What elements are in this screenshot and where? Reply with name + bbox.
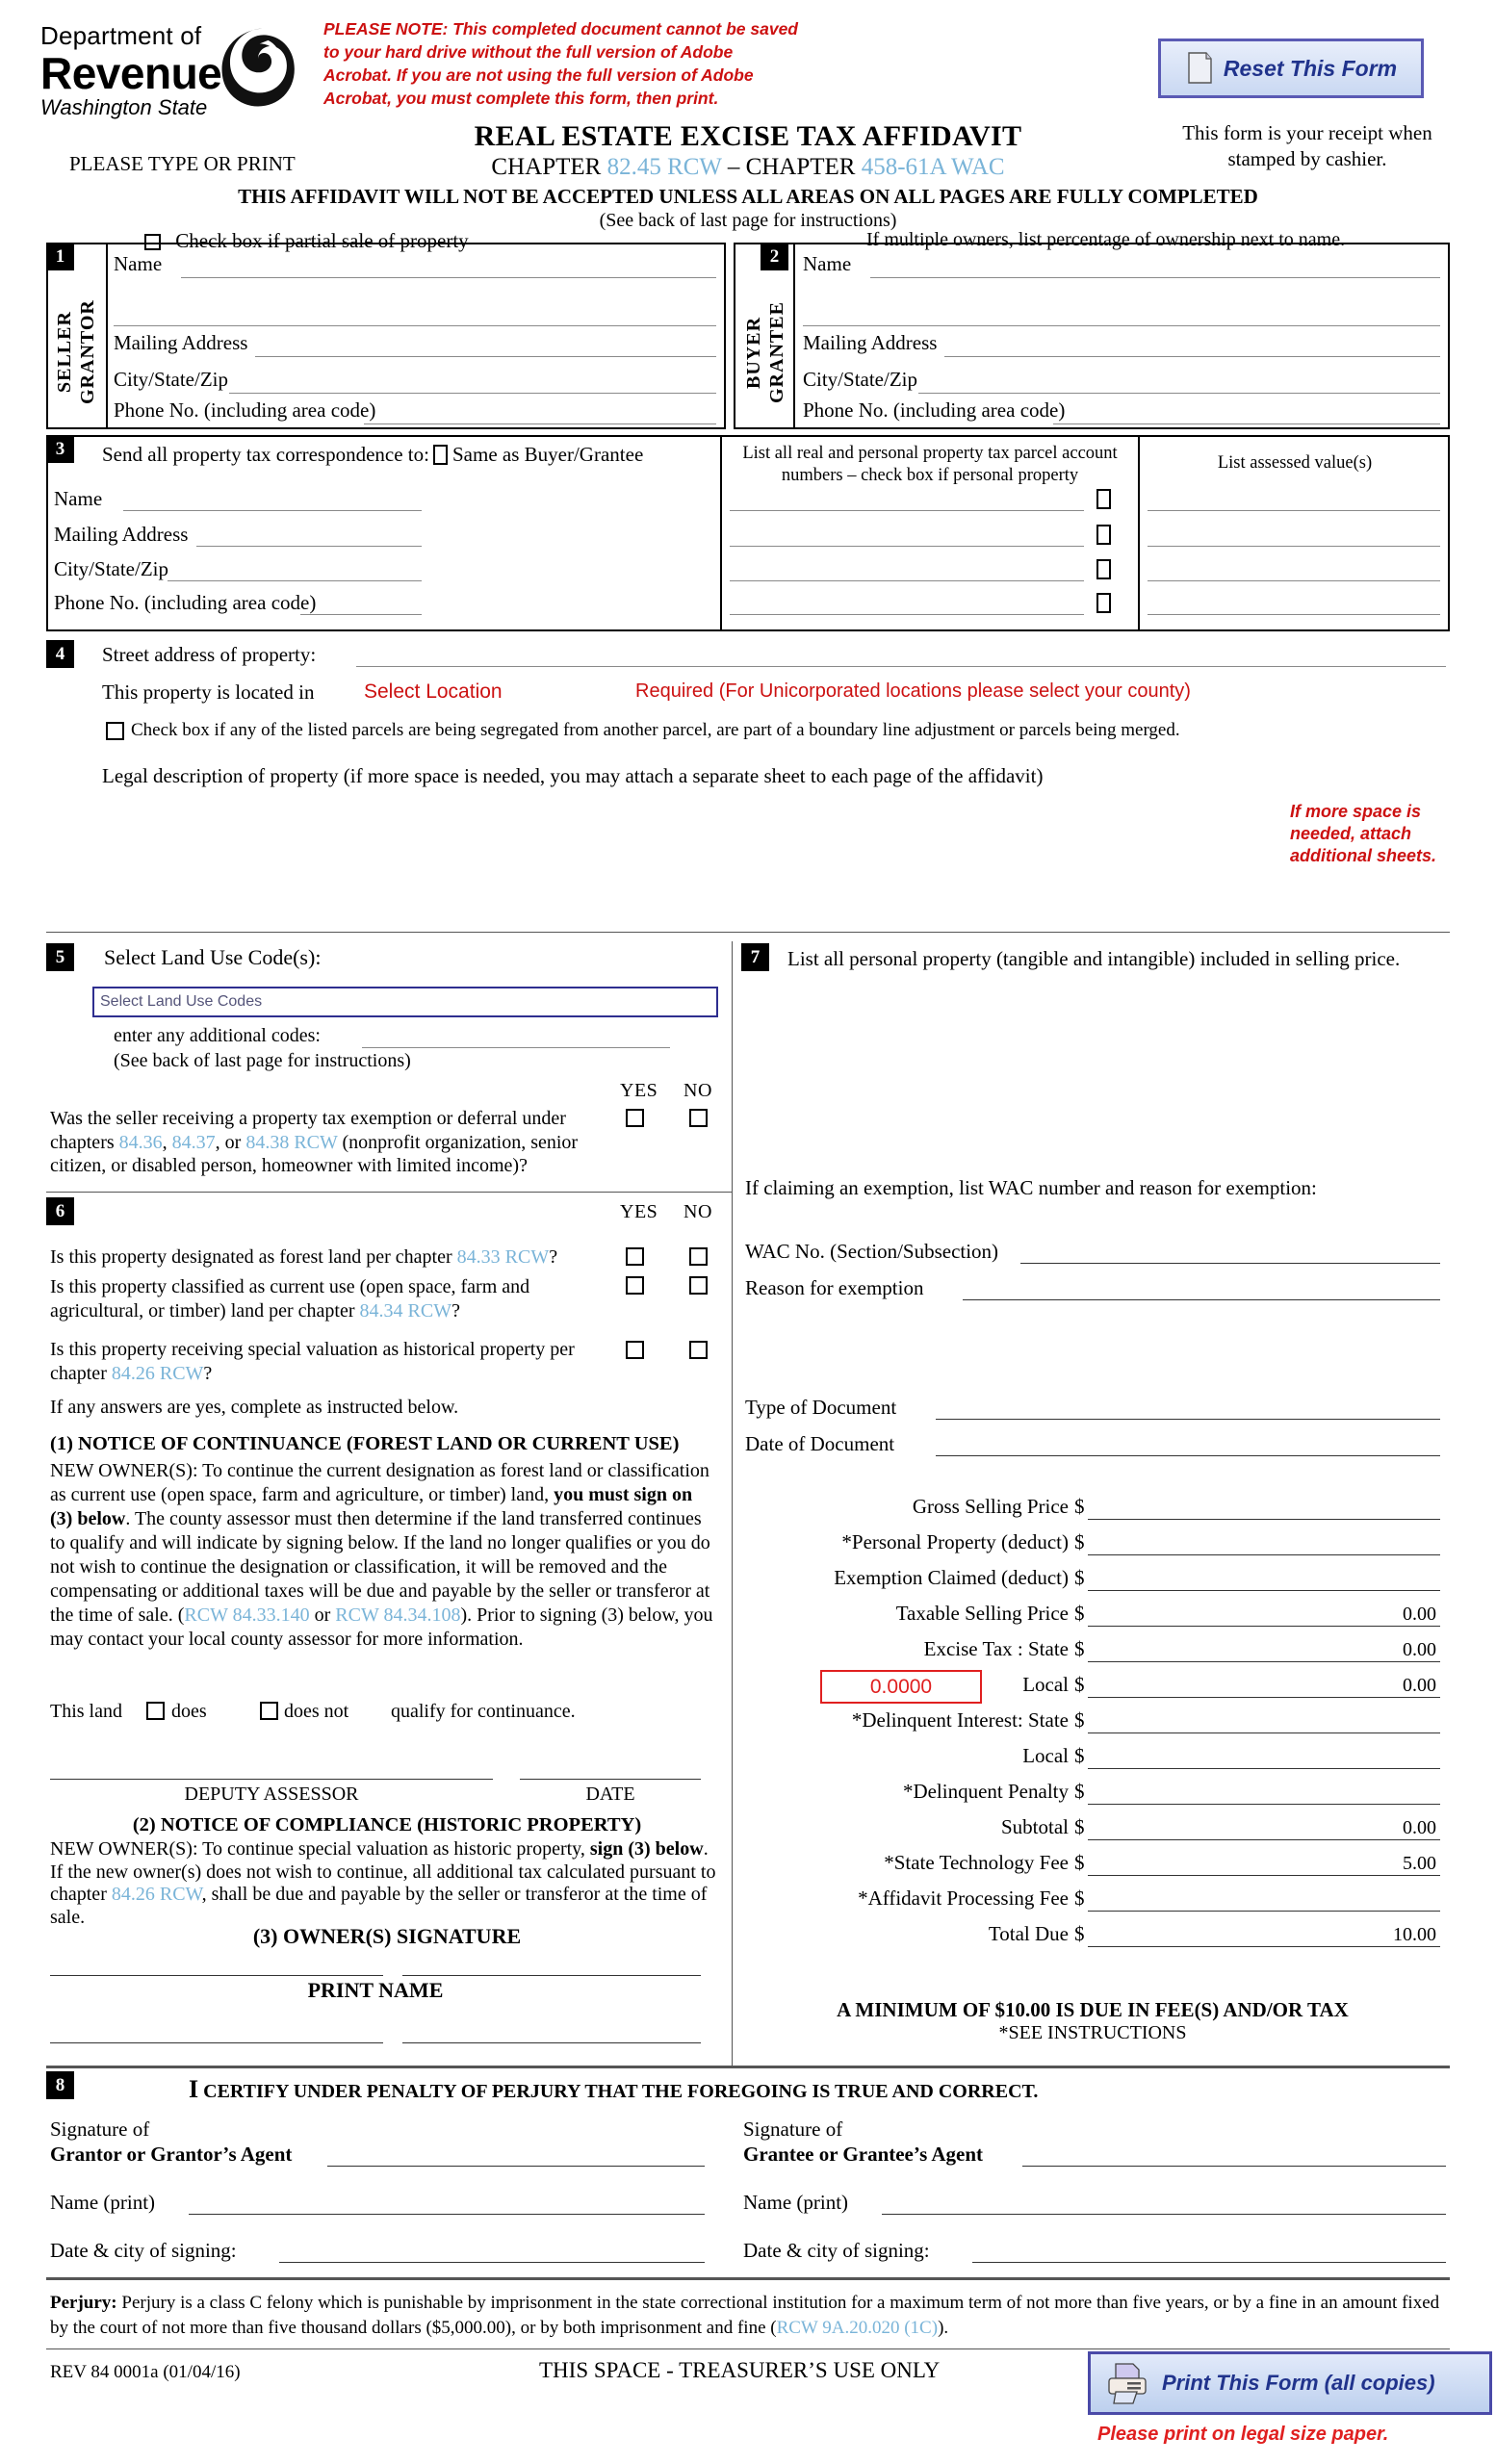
q5-sep2: , or (215, 1131, 246, 1153)
historic-property-no-checkbox[interactable] (689, 1341, 708, 1359)
page-sheet-icon (1185, 51, 1214, 86)
notice1-a: NEW OWNER(S): To continue the current designation as forest land or classification as current use (open space, farm and agriculture, or timber) land, (50, 1460, 709, 1505)
gross-selling-price-line[interactable] (1088, 1519, 1440, 1520)
column-divider (732, 941, 733, 2066)
delinquent-penalty-label: *Delinquent Penalty (902, 1780, 1069, 1803)
notice-of-continuance-body (50, 1459, 716, 1652)
notice2-b: . If the new owner(s) does not wish to continue, all additional tax calculated pursuant to chapter (50, 1838, 716, 1905)
seller-exemption-no-checkbox[interactable] (689, 1109, 708, 1127)
local-tax-rate-value: 0.0000 (869, 1675, 933, 1698)
reason-exemption-line[interactable] (963, 1299, 1440, 1300)
q5-sep1: , (162, 1131, 172, 1153)
partial-sale-label: Check box if partial sale of property (175, 229, 469, 252)
sec3-name-line[interactable] (123, 510, 422, 511)
chapter-rcw-link[interactable]: 82.45 RCW (606, 154, 722, 180)
section-3-divider-2 (1138, 435, 1140, 631)
assessed-line-1[interactable] (1148, 510, 1440, 511)
perjury-bold-label: Perjury: (50, 2293, 117, 2313)
location-required-note: Required (For Unicorporated locations please select your county) (635, 680, 1191, 702)
chapter-mid: – CHAPTER (721, 154, 862, 180)
grantor-name-line[interactable] (189, 2214, 705, 2215)
certify-statement (189, 2075, 1344, 2104)
section-8-number: 8 (46, 2071, 74, 2099)
q6-3-rcw[interactable]: 84.26 RCW (111, 1362, 204, 1384)
q5-rcw-8437[interactable]: 84.37 (171, 1131, 216, 1153)
located-in-label: This property is located in (102, 680, 315, 704)
personal-property-checkbox-3[interactable] (1096, 559, 1111, 579)
q5-rcw-8436[interactable]: 84.36 (118, 1131, 163, 1153)
print-button-label: Print This Form (all copies) (1162, 2371, 1435, 2395)
delinquent-interest-state-line[interactable] (1088, 1732, 1440, 1733)
buyer-label-line1: BUYER (743, 316, 764, 389)
grantee-side-label (766, 285, 789, 420)
receipt-note: This form is your receipt when stamped by cashier. (1182, 121, 1432, 170)
processing-fee-dollar-sign: $ (1074, 1886, 1085, 1910)
section-7-number: 7 (741, 943, 769, 971)
reason-exemption-label: Reason for exemption (745, 1276, 924, 1299)
buyer-side-label (743, 285, 766, 420)
forest-land-question (50, 1245, 618, 1270)
minimum-due-note: A MINIMUM OF $10.00 IS DUE IN FEE(S) AND/OR TAX (837, 1998, 1349, 2021)
section-8-top-rule (46, 2066, 1450, 2068)
logo-revenue-text: Revenue (40, 48, 222, 98)
date-of-document-line[interactable] (936, 1455, 1440, 1456)
reset-this-form-button[interactable] (1158, 38, 1424, 98)
dor-swirl-icon (216, 23, 300, 112)
seller-name-label: Name (114, 252, 163, 275)
exemption-claimed-line[interactable] (1088, 1590, 1440, 1591)
personal-property-deduct-label: *Personal Property (deduct) (841, 1530, 1069, 1553)
seller-phone-label: Phone No. (including area code) (114, 398, 376, 422)
excise-tax-local-label: Local (1022, 1673, 1069, 1696)
parcel-numbers-header: List all real and personal property tax parcel account numbers – check box if personal property (742, 444, 1118, 485)
grantor-name-print-label: Name (print) (50, 2191, 156, 2214)
section-6-number: 6 (46, 1197, 74, 1225)
tech-fee-dollar-sign: $ (1074, 1851, 1085, 1874)
notice1-bold: you must sign on (3) below (50, 1484, 693, 1529)
q5-part2: (nonprofit organization, senior citizen, or disabled person, homeowner with limited income)? (50, 1131, 579, 1176)
assessed-line-2[interactable] (1148, 546, 1440, 547)
sec3-city-label: City/State/Zip (54, 557, 168, 580)
seller-mailing-label: Mailing Address (114, 331, 248, 354)
current-use-question (50, 1275, 608, 1322)
historic-property-yes-checkbox[interactable] (626, 1341, 644, 1359)
this-land-label: This land (50, 1701, 122, 1722)
grantor-signature-of-label: Signature of (50, 2118, 150, 2141)
buyer-city-label: City/State/Zip (803, 368, 917, 391)
perjury-rcw-link[interactable]: RCW 9A.20.020 (1C) (776, 2318, 939, 2338)
additional-codes-label: enter any additional codes: (114, 1025, 321, 1046)
state-technology-fee-label: *State Technology Fee (884, 1851, 1069, 1874)
excise-tax-state-label: Excise Tax : State (923, 1637, 1069, 1660)
personal-deduct-dollar-sign: $ (1074, 1530, 1085, 1553)
section-2-number: 2 (761, 243, 788, 270)
grantee-agent-label: Grantee or Grantee’s Agent (743, 2143, 984, 2166)
owner-signature-line-2[interactable] (402, 1975, 701, 1976)
deputy-assessor-line[interactable] (50, 1779, 493, 1780)
see-back-instructions: (See back of last page for instructions) (599, 210, 897, 231)
section5-see-back: (See back of last page for instructions) (114, 1050, 411, 1071)
owners-signature-title: (3) OWNER(S) SIGNATURE (252, 1924, 522, 1948)
grantee-signature-line[interactable] (1022, 2166, 1446, 2167)
buyer-name-line-2[interactable] (803, 325, 1440, 326)
parcel-line-4[interactable] (730, 614, 1084, 615)
assessed-line-4[interactable] (1148, 614, 1440, 615)
forest-land-no-checkbox[interactable] (689, 1247, 708, 1266)
seller-side-label (54, 285, 77, 420)
state-technology-fee-line[interactable] (1088, 1875, 1440, 1876)
delinq-local-dollar-sign: $ (1074, 1744, 1085, 1767)
same-as-buyer-checkbox[interactable] (433, 445, 448, 465)
q6-3-end: ? (203, 1362, 213, 1384)
exemption-dollar-sign: $ (1074, 1566, 1085, 1589)
owner-signature-line-1[interactable] (50, 1975, 383, 1976)
type-of-document-line[interactable] (936, 1419, 1440, 1420)
sec3-phone-label: Phone No. (including area code) (54, 591, 317, 614)
deputy-assessor-label: DEPUTY ASSESSOR (184, 1784, 359, 1805)
delinquent-interest-local-line[interactable] (1088, 1768, 1440, 1769)
taxable-dollar-sign: $ (1074, 1602, 1085, 1625)
gross-dollar-sign: $ (1074, 1495, 1085, 1518)
subtotal-label: Subtotal (1000, 1815, 1069, 1838)
q6-3-text: Is this property receiving special valuation as historical property per chapter (50, 1339, 575, 1384)
parcel-line-3[interactable] (730, 580, 1084, 581)
taxable-selling-price-label: Taxable Selling Price (895, 1602, 1069, 1625)
notice1-b: . The county assessor must then determine if the land transferred continues to qualify and will indicate by signing below. If the land no longer qualifies or you do not wish to continue the designation or classification, it will be removed and the compensating or additional taxes will be due and payable by the seller or transferor at the time of sale. ( (50, 1508, 710, 1626)
section5-no-header: NO (684, 1080, 712, 1101)
section5-yes-header: YES (620, 1080, 658, 1101)
grantor-date-city-line[interactable] (279, 2262, 705, 2263)
personal-property-deduct-line[interactable] (1088, 1554, 1440, 1555)
notice2-a: NEW OWNER(S): To continue special valuation as historic property, (50, 1838, 590, 1860)
excise-tax-state-value: 0.00 (1403, 1639, 1436, 1660)
grantor-date-city-label: Date & city of signing: (50, 2239, 237, 2262)
wac-number-line[interactable] (1020, 1263, 1440, 1264)
taxable-selling-price-line[interactable] (1088, 1626, 1440, 1627)
certify-rest-text: CERTIFY UNDER PENALTY OF PERJURY THAT THE FOREGOING IS TRUE AND CORRECT. (198, 2081, 1039, 2102)
additional-codes-line[interactable] (362, 1047, 670, 1048)
qualifies-does-checkbox[interactable] (146, 1702, 165, 1720)
forest-land-yes-checkbox[interactable] (626, 1247, 644, 1266)
seller-name-line-2[interactable] (114, 325, 716, 326)
notice-of-compliance-title: (2) NOTICE OF COMPLIANCE (HISTORIC PROPERTY) (132, 1814, 642, 1835)
certify-first-letter: I (189, 2075, 199, 2103)
multiple-owners-note: If multiple owners, list percentage of ownership next to name. (866, 229, 1346, 250)
historic-property-question (50, 1338, 608, 1385)
q6-1-end: ? (549, 1246, 558, 1268)
notice2-c: , shall be due and payable by the seller or transferor at the time of sale. (50, 1884, 708, 1928)
exemption-claimed-label: Exemption Claimed (deduct) (834, 1566, 1069, 1589)
subtotal-line[interactable] (1088, 1839, 1440, 1840)
q6-1-text: Is this property designated as forest land per chapter (50, 1246, 457, 1268)
notice1-c: ). Prior to signing (3) below, you may contact your local county assessor for more information. (50, 1604, 713, 1650)
section-1-number: 1 (46, 243, 74, 270)
reset-button-label: Reset This Form (1223, 55, 1398, 81)
section-5-number: 5 (46, 943, 74, 971)
does-label: does (171, 1701, 207, 1722)
logo-department-text: Department of (40, 21, 202, 50)
buyer-name-label: Name (803, 252, 852, 275)
section-4-number: 4 (46, 640, 74, 668)
logo-state-text: Washington State (40, 95, 208, 119)
grantor-label-line2: GRANTOR (77, 299, 98, 405)
qualifies-does-not-checkbox[interactable] (260, 1702, 278, 1720)
grantor-agent-label: Grantor or Grantor’s Agent (50, 2143, 293, 2166)
grantee-name-print-label: Name (print) (743, 2191, 849, 2214)
q6-1-rcw[interactable]: 84.33 RCW (456, 1246, 550, 1268)
section-3-divider-1 (720, 435, 722, 631)
q6-2-text: Is this property classified as current use (open space, farm and agricultural, or timber) land per chapter (50, 1276, 530, 1322)
exemption-instruction: If claiming an exemption, list WAC number and reason for exemption: (745, 1176, 1317, 1199)
section6-no-header: NO (684, 1201, 712, 1222)
print-this-form-button[interactable] (1088, 2351, 1492, 2415)
segregated-parcels-checkbox[interactable] (106, 722, 124, 740)
grantee-signature-of-label: Signature of (743, 2118, 843, 2141)
form-revision-number: REV 84 0001a (01/04/16) (50, 2362, 241, 2382)
sec3-mailing-line[interactable] (196, 546, 422, 547)
same-as-buyer-label: Same as Buyer/Grantee (452, 443, 644, 466)
grantor-signature-line[interactable] (327, 2166, 705, 2167)
excise-local-dollar-sign: $ (1074, 1673, 1085, 1696)
q6-2-end: ? (451, 1299, 460, 1322)
wac-number-label: WAC No. (Section/Subsection) (745, 1240, 999, 1263)
taxable-selling-price-value: 0.00 (1403, 1604, 1436, 1625)
personal-property-label: List all personal property (tangible and intangible) included in selling price. (787, 947, 1401, 970)
buyer-mailing-line[interactable] (944, 356, 1440, 357)
owner-printname-line-2[interactable] (402, 2042, 701, 2043)
land-use-codes-dropdown[interactable] (92, 987, 718, 1017)
perjury-end-text: ). (938, 2318, 949, 2338)
total-due-dollar-sign: $ (1074, 1922, 1085, 1945)
more-space-note: If more space is needed, attach additional sheets. (1290, 802, 1437, 865)
excise-tax-local-line[interactable] (1088, 1697, 1440, 1698)
sec3-city-line[interactable] (168, 580, 422, 581)
chapter-wac-link[interactable]: 458-61A WAC (861, 154, 1005, 180)
grantor-side-label (77, 285, 100, 420)
q5-rcw-8438[interactable]: 84.38 RCW (245, 1131, 338, 1153)
seller-exemption-yes-checkbox[interactable] (626, 1109, 644, 1127)
treasurer-use-only-label: THIS SPACE - TREASURER’S USE ONLY (539, 2358, 941, 2382)
sec3-phone-line[interactable] (300, 614, 422, 615)
q5-part1: Was the seller receiving a property tax exemption or deferral under chapters (50, 1108, 566, 1153)
grantee-name-line[interactable] (882, 2214, 1446, 2215)
sec3-name-label: Name (54, 487, 103, 510)
parcel-line-2[interactable] (730, 546, 1084, 547)
gross-selling-price-label: Gross Selling Price (912, 1495, 1069, 1518)
section-5-top-rule (46, 932, 1450, 933)
buyer-mailing-label: Mailing Address (803, 331, 938, 354)
please-type-or-print: PLEASE TYPE OR PRINT (69, 152, 296, 175)
excise-tax-state-line[interactable] (1088, 1661, 1440, 1662)
qualify-continuance-label: qualify for continuance. (391, 1701, 576, 1722)
footer-bottom-rule (46, 2348, 1450, 2349)
grantee-label-line2: GRANTEE (766, 301, 787, 403)
land-use-codes-placeholder: Select Land Use Codes (100, 993, 263, 1010)
select-location-dropdown[interactable]: Select Location (364, 680, 503, 703)
seller-city-label: City/State/Zip (114, 368, 228, 391)
seller-label-line1: SELLER (54, 311, 75, 394)
street-address-line[interactable] (356, 666, 1446, 667)
notice1-rcw-8434108[interactable]: RCW 84.34.108 (335, 1604, 461, 1626)
subtotal-dollar-sign: $ (1074, 1815, 1085, 1838)
assessor-date-line[interactable] (520, 1779, 701, 1780)
grantee-date-city-label: Date & city of signing: (743, 2239, 930, 2262)
delinquent-penalty-line[interactable] (1088, 1804, 1440, 1805)
wa-dor-logo (40, 21, 300, 122)
personal-property-checkbox-2[interactable] (1096, 525, 1111, 545)
notice2-bold: sign (3) below (589, 1838, 704, 1860)
grantee-date-city-line[interactable] (972, 2262, 1446, 2263)
assessor-date-label: DATE (585, 1784, 635, 1805)
section-6-top-rule (46, 1192, 732, 1193)
seller-city-line[interactable] (229, 393, 716, 394)
buyer-city-line[interactable] (918, 393, 1440, 394)
section6-yes-header: YES (620, 1201, 658, 1222)
notice2-rcw-8426[interactable]: 84.26 RCW (111, 1884, 202, 1905)
buyer-phone-label: Phone No. (including area code) (803, 398, 1066, 422)
affidavit-processing-fee-label: *Affidavit Processing Fee (858, 1886, 1069, 1910)
printer-icon (1104, 2361, 1150, 2405)
select-land-use-title: Select Land Use Code(s): (104, 945, 322, 969)
current-use-yes-checkbox[interactable] (626, 1276, 644, 1295)
total-due-line[interactable] (1088, 1946, 1440, 1947)
seller-exemption-question (50, 1107, 608, 1178)
excise-state-dollar-sign: $ (1074, 1637, 1085, 1660)
affidavit-processing-fee-line[interactable] (1088, 1911, 1440, 1912)
please-note-text (323, 17, 805, 110)
notice1-rcw-8433140[interactable]: RCW 84.33.140 (184, 1604, 310, 1626)
correspondence-label: Send all property tax correspondence to: (102, 443, 429, 466)
total-due-value: 10.00 (1393, 1924, 1436, 1945)
subtotal-value: 0.00 (1403, 1817, 1436, 1838)
personal-property-checkbox-1[interactable] (1096, 489, 1111, 509)
perjury-notice (50, 2291, 1446, 2341)
notice-of-compliance-body (50, 1838, 724, 1929)
q6-2-rcw[interactable]: 84.34 RCW (359, 1299, 452, 1322)
personal-property-checkbox-4[interactable] (1096, 593, 1111, 613)
owner-printname-line-1[interactable] (50, 2042, 383, 2043)
please-note-label: PLEASE NOTE: This completed document cannot be saved to your hard drive without the full version of Adobe Acrobat. If you are not using the full version of Adobe Acrobat, you must complete this form, then print. (323, 19, 798, 108)
excise-tax-local-value: 0.00 (1403, 1675, 1436, 1696)
type-of-document-label: Type of Document (745, 1396, 897, 1419)
perjury-body-text: Perjury is a class C felony which is punishable by imprisonment in the state correctional institution for a maximum term of not more than five years, or by a fine in an amount fixed by the court of not more than five thousand dollars ($5,000.00), or by both imprisonment and fine ( (50, 2293, 1440, 2338)
see-instructions-note: *SEE INSTRUCTIONS (998, 2022, 1187, 2043)
state-technology-fee-value: 5.00 (1403, 1853, 1436, 1874)
buyer-name-line[interactable] (870, 277, 1440, 278)
print-name-label: PRINT NAME (307, 1978, 444, 2002)
delinquent-interest-local-label: Local (1022, 1744, 1069, 1767)
sec3-mailing-label: Mailing Address (54, 523, 189, 546)
segregated-parcels-label: Check box if any of the listed parcels are being segregated from another parcel, are part of a boundary line adjustment or parcels being merged. (131, 720, 1180, 740)
parcel-line-1[interactable] (730, 510, 1084, 511)
delinq-state-dollar-sign: $ (1074, 1708, 1085, 1732)
seller-mailing-line[interactable] (255, 356, 716, 357)
chapter-prefix: CHAPTER (491, 154, 607, 180)
street-address-label: Street address of property: (102, 643, 317, 666)
delinquent-interest-state-label: *Delinquent Interest: State (851, 1708, 1069, 1732)
section-3-number: 3 (46, 435, 74, 463)
penalty-dollar-sign: $ (1074, 1780, 1085, 1803)
not-accepted-notice: THIS AFFIDAVIT WILL NOT BE ACCEPTED UNLESS ALL AREAS ON ALL PAGES ARE FULLY COMPLETED (238, 185, 1258, 208)
assessed-value-header: List assessed value(s) (1217, 453, 1373, 473)
assessed-line-3[interactable] (1148, 580, 1440, 581)
form-title: REAL ESTATE EXCISE TAX AFFIDAVIT (474, 120, 1022, 152)
legal-description-label: Legal description of property (if more space is needed, you may attach a separate sheet to each page of the affidavit) (102, 764, 1044, 787)
notice1-or: or (309, 1604, 336, 1626)
current-use-no-checkbox[interactable] (689, 1276, 708, 1295)
does-not-label: does not (284, 1701, 349, 1722)
total-due-label: Total Due (988, 1922, 1069, 1945)
notice-of-continuance-title: (1) NOTICE OF CONTINUANCE (FOREST LAND OR CURRENT USE) (50, 1433, 680, 1454)
if-any-yes-note: If any answers are yes, complete as instructed below. (50, 1397, 459, 1418)
date-of-document-label: Date of Document (745, 1432, 895, 1455)
footer-top-rule (46, 2277, 1450, 2280)
legal-paper-note: Please print on legal size paper. (1097, 2424, 1389, 2445)
seller-name-line[interactable] (181, 277, 716, 278)
